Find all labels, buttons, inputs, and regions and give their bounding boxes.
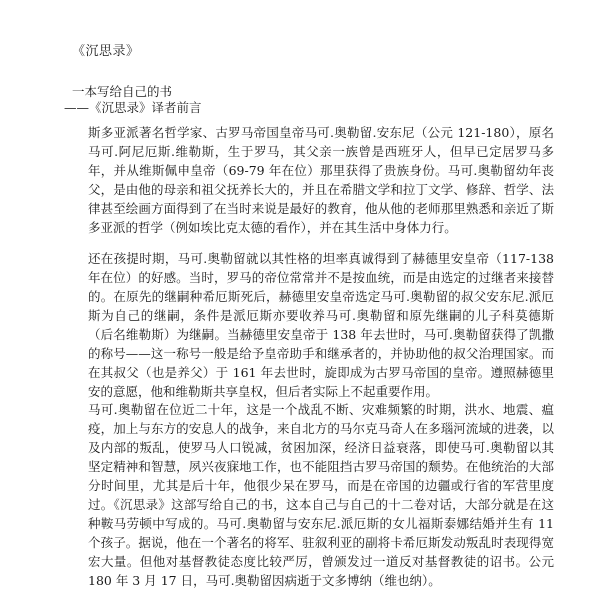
paragraph-1: 斯多亚派著名哲学家、古罗马帝国皇帝马可.奥勒留.安东尼（公元 121-180），原名马可.阿尼厄斯.维勒斯，生于罗马，其父亲一族曾是西班牙人，但早已定居罗马多年，并从维斯佩申皇帝（69-79 年在位）那里获得了贵族身份。马可.奥勒留幼年丧父，是由他的母亲和祖父抚养长大的，并且在希腊文学和拉丁文学、修辞、哲学、法律甚至绘画方面得到了在当时来说是最好的教育，他从他的老师那里熟悉和亲近了斯多亚派的哲学（例如埃比克太德的看作），并在其生活中身体力行。 bbox=[88, 125, 554, 235]
preface-title: 一本写给自己的书 bbox=[72, 84, 173, 99]
book-title: 《沉思录》 bbox=[72, 44, 140, 59]
paragraph-3: 马可.奥勒留在位近二十年，这是一个战乱不断、灾难频繁的时期，洪水、地震、瘟疫，加上与东方的安息人的战争，来自北方的马尔克马奇人在多瑙河流域的进袭，以及内部的叛乱，使罗马人口锐减，贫困加深，经济日益衰落，即使马可.奥勒留以其坚定精神和智慧，夙兴夜寐地工作，也不能阻挡古罗马帝国的颓势。在他统治的大部分时间里，尤其是后十年，他很少呆在罗马，而是在帝国的边疆或行省的军营里度过。《沉思录》这部写给自己的书，这本自己与自己的十二卷对话，大部分就是在这种鞍马劳顿中写成的。马可.奥勒留与安东尼.派厄斯的女儿福斯泰娜结婚并生有 11 个孩子。据说，他在一个著名的将军、驻叙利亚的副将卡希厄斯发动叛乱时表现得宽宏大量。但他对基督教徒态度比较严厉，曾颁发过一道反对基督教徒的诏书。公元 180 年 3 月 17 日，马可.奥勒留因病逝于文多博纳（维也纳）。 bbox=[88, 402, 554, 588]
preface-attribution: ——《沉思录》译者前言 bbox=[64, 100, 202, 115]
paragraph-2: 还在孩提时期，马可.奥勒留就以其性格的坦率真诚得到了赫德里安皇帝（117-138 年在位）的好感。当时，罗马的帝位常常并不是按血统，而是由选定的过继者来接替的。在原先的继嗣种希厄斯死后，赫德里安皇帝选定马可.奥勒留的叔父安东尼.派厄斯为自己的继嗣，条件是派厄斯亦要收养马可.奥勒留和原先继嗣的儿子科莫德斯（后名维勒斯）为继嗣。当赫德里安皇帝于 138 年去世时，马可.奥勒留获得了凯撒的称号——这一称号一般是给予皇帝助手和继承者的，并协助他的叔父治理国家。而在其叔父（也是养父）于 161 年去世时，旋即成为古罗马帝国的皇帝。遵照赫德里安的意愿，他和维勒斯共享皇权，但后者实际上不起重要作用。 bbox=[88, 251, 554, 399]
